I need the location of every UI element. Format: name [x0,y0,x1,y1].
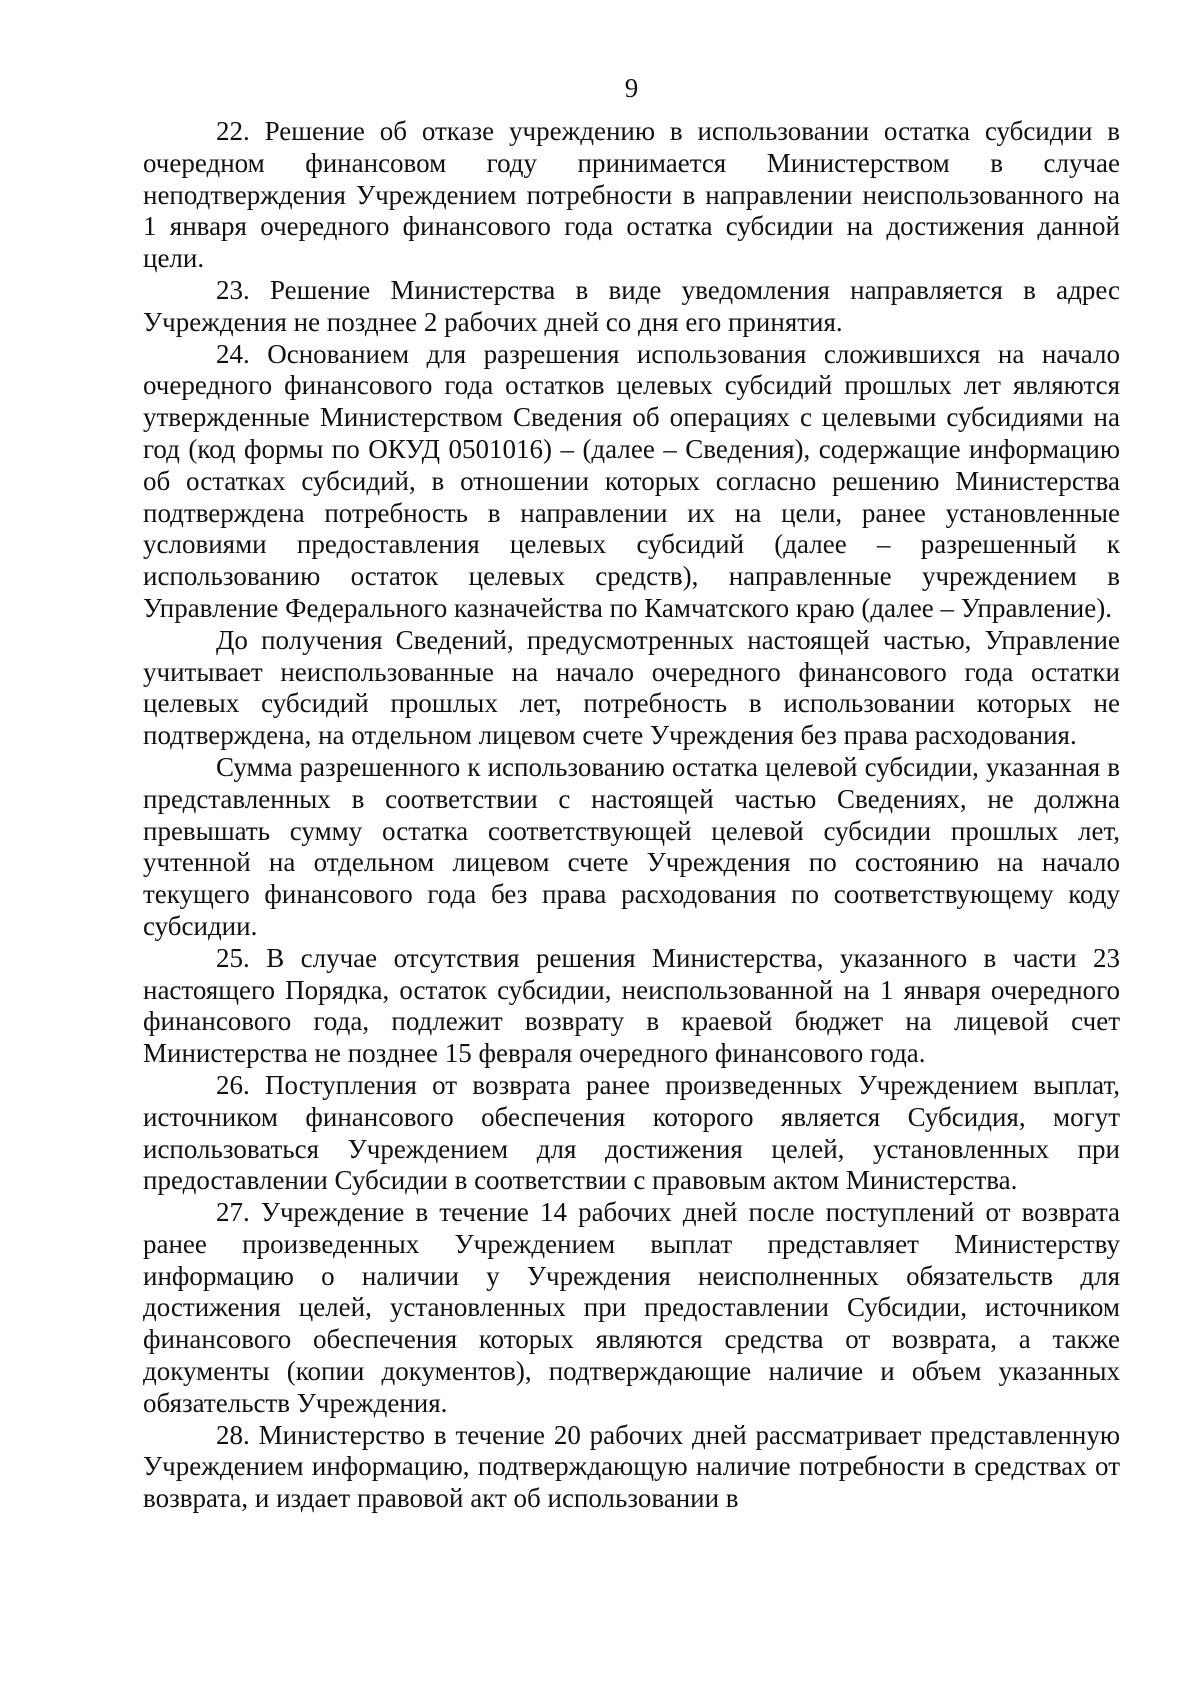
paragraph-23: 23. Решение Министерства в виде уведомления направляется в адрес Учреждения не позднее 2 рабочих дней со дня его принятия. [143,274,1120,337]
paragraph-24: 24. Основанием для разрешения использования сложившихся на начало очередного финансового года остатков целевых субсидий прошлых лет являются утвержденные Министерством Сведения об операциях с целевыми субсидиями на год (код формы по ОКУД 0501016) – (далее – Сведения), содержащие информацию об остатках субсидий, в отношении которых согласно решению Министерства подтверждена потребность в направлении их на цели, ранее установленные условиями предоставления целевых субсидий (далее – разрешенный к использованию остаток целевых средств), направленные учреждением в Управление Федерального казначейства по Камчатского краю (далее – Управление). [143,338,1120,623]
paragraph-26: 26. Поступления от возврата ранее произведенных Учреждением выплат, источником финансового обеспечения которого является Субсидия, могут использоваться Учреждением для достижения целей, установленных при предоставлении Субсидии в соответствии с правовым актом Министерства. [143,1069,1120,1196]
paragraph-27: 27. Учреждение в течение 14 рабочих дней после поступлений от возврата ранее произведенных Учреждением выплат представляет Министерству информацию о наличии у Учреждения неисполненных обязательств для достижения целей, установленных при предоставлении Субсидии, источником финансового обеспечения которых являются средства от возврата, а также документы (копии документов), подтверждающие наличие и объем указанных обязательств Учреждения. [143,1197,1120,1418]
document-body [143,116,1120,1515]
page-number: 9 [624,73,639,103]
document-page [143,0,1120,1697]
paragraph-22: 22. Решение об отказе учреждению в использовании остатка субсидии в очередном финансовом году принимается Министерством в случае неподтверждения Учреждением потребности в направлении неиспользованного на 1 января очередного финансового года остатка субсидии на достижения данной цели. [143,116,1120,274]
paragraph-25: 25. В случае отсутствия решения Министерства, указанного в части 23 настоящего Порядка, остаток субсидии, неиспользованной на 1 января очередного финансового года, подлежит возврату в краевой бюджет на лицевой счет Министерства не позднее 15 февраля очередного финансового года. [143,942,1120,1069]
paragraph-24-amount: Сумма разрешенного к использованию остатка целевой субсидии, указанная в представленных в соответствии с настоящей частью Сведениях, не должна превышать сумму остатка соответствующей целевой субсидии прошлых лет, учтенной на отдельном лицевом счете Учреждения по состоянию на начало текущего финансового года без права расходования по соответствующему коду субсидии. [143,751,1120,941]
paragraph-24-before-receipt: До получения Сведений, предусмотренных настоящей частью, Управление учитывает неиспользованные на начало очередного финансового года остатки целевых субсидий прошлых лет, потребность в использовании которых не подтверждена, на отдельном лицевом счете Учреждения без права расходования. [143,624,1120,751]
paragraph-28: 28. Министерство в течение 20 рабочих дней рассматривает представленную Учреждением информацию, подтверждающую наличие потребности в средствах от возврата, и издает правовой акт об использовании в [143,1419,1120,1514]
